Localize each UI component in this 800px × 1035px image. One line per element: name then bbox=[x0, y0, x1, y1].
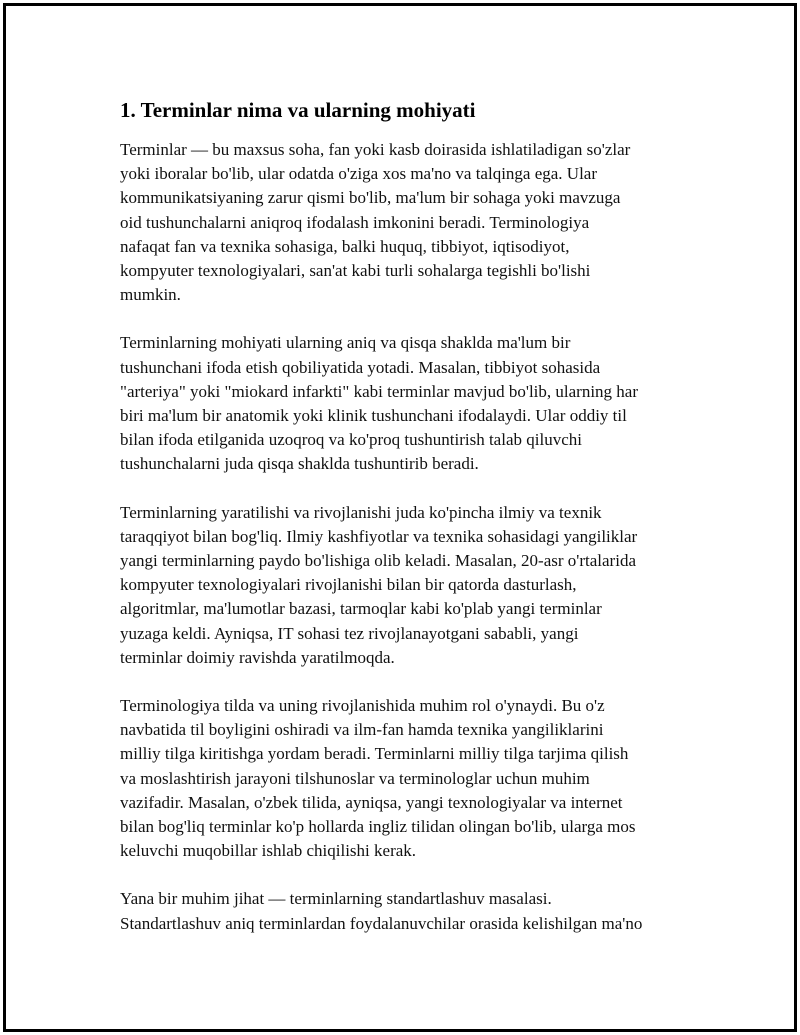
text-line: "arteriya" yoki "miokard infarkti" kabi terminlar mavjud bo'lib, ularning har bbox=[120, 381, 639, 401]
text-line: terminlar doimiy ravishda yaratilmoqda. bbox=[120, 647, 395, 667]
text-line: algoritmlar, ma'lumotlar bazasi, tarmoqlar kabi ko'plab yangi terminlar bbox=[120, 599, 602, 619]
text-line: Standartlashuv aniq terminlardan foydalanuvchilar orasida kelishilgan ma'no bbox=[120, 913, 643, 933]
text-line: keluvchi muqobillar ishlab chiqilishi kerak. bbox=[120, 841, 417, 861]
text-line: milliy tilga kiritishga yordam beradi. Terminlarni milliy tilga tarjima qilish bbox=[120, 744, 629, 764]
paragraph-development bbox=[120, 501, 692, 670]
text-line: kommunikatsiyaning zarur qismi bo'lib, ma'lum bir sohaga yoki mavzuga bbox=[120, 188, 621, 208]
text-line: Terminlarning mohiyati ularning aniq va qisqa shaklda ma'lum bir bbox=[120, 333, 571, 353]
text-line: Terminlar — bu maxsus soha, fan yoki kasb doirasida ishlatiladigan so'zlar bbox=[120, 140, 631, 159]
text-line: bilan bog'liq terminlar ko'p hollarda ingliz tilidan olingan bo'lib, ularga mos bbox=[120, 817, 636, 837]
text-line: nafaqat fan va texnika sohasiga, balki huquq, tibbiyot, iqtisodiyot, bbox=[120, 236, 570, 256]
paragraph-definition bbox=[120, 138, 692, 307]
paragraph-terminology-role bbox=[120, 694, 692, 863]
text-line: kompyuter texnologiyalari, san'at kabi turli sohalarga tegishli bo'lishi bbox=[120, 261, 591, 281]
text-line: yoki iboralar bo'lib, ular odatda o'ziga xos ma'no va talqinga ega. Ular bbox=[120, 164, 598, 184]
text-line: Yana bir muhim jihat — terminlarning standartlashuv masalasi. bbox=[120, 889, 552, 909]
section-heading: 1. Terminlar nima va ularning mohiyati bbox=[120, 98, 476, 122]
document-page bbox=[3, 3, 797, 1032]
text-line: vazifadir. Masalan, o'zbek tilida, ayniqsa, yangi texnologiyalar va internet bbox=[120, 792, 623, 812]
text-line: taraqqiyot bilan bog'liq. Ilmiy kashfiyotlar va texnika sohasidagi yangiliklar bbox=[120, 526, 638, 546]
text-line: tushunchalarni juda qisqa shaklda tushuntirib beradi. bbox=[120, 454, 479, 474]
document-body bbox=[120, 96, 692, 960]
text-line: va moslashtirish jarayoni tilshunoslar va terminologlar uchun muhim bbox=[120, 768, 590, 788]
text-line: yangi terminlarning paydo bo'lishiga olib keladi. Masalan, 20-asr o'rtalarida bbox=[120, 551, 636, 571]
text-line: mumkin. bbox=[120, 285, 181, 305]
paragraph-essence bbox=[120, 331, 692, 476]
paragraph-standardization bbox=[120, 887, 692, 935]
text-line: yuzaga keldi. Ayniqsa, IT sohasi tez rivojlanayotgani sababli, yangi bbox=[120, 623, 579, 643]
text-line: Terminologiya tilda va uning rivojlanishida muhim rol o'ynaydi. Bu o'z bbox=[120, 696, 605, 716]
text-line: kompyuter texnologiyalari rivojlanishi bilan bir qatorda dasturlash, bbox=[120, 575, 577, 595]
text-line: navbatida til boyligini oshiradi va ilm-fan hamda texnika yangiliklarini bbox=[120, 720, 604, 740]
text-line: oid tushunchalarni aniqroq ifodalash imkonini beradi. Terminologiya bbox=[120, 212, 590, 232]
text-line: Terminlarning yaratilishi va rivojlanishi juda ko'pincha ilmiy va texnik bbox=[120, 502, 602, 522]
text-line: biri ma'lum bir anatomik yoki klinik tushunchani ifodalaydi. Ular oddiy til bbox=[120, 406, 627, 426]
text-line: tushunchani ifoda etish qobiliyatida yotadi. Masalan, tibbiyot sohasida bbox=[120, 357, 601, 377]
text-line: bilan ifoda etilganida uzoqroq va ko'proq tushuntirish talab qiluvchi bbox=[120, 430, 582, 450]
